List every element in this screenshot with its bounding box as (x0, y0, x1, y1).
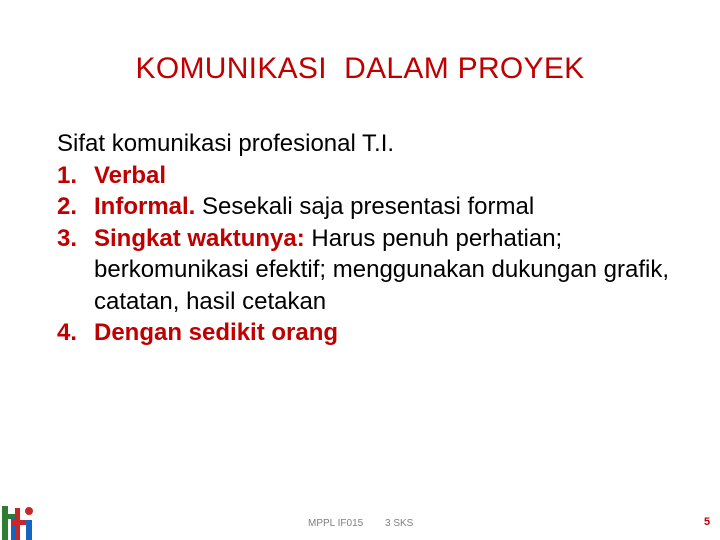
list-text: Sesekali saja presentasi formal (195, 193, 535, 220)
list-lead: Dengan sedikit orang (94, 319, 339, 346)
list-item (57, 223, 697, 318)
list-number: 2. (57, 193, 78, 220)
list-lead: Singkat waktunya: (94, 224, 305, 252)
list-number: 4. (57, 319, 78, 346)
footer-credits: 3 SKS (385, 518, 414, 529)
slide-body (57, 128, 697, 349)
list-number: 1. (57, 161, 78, 189)
intro-line: Sifat komunikasi profesional T.I. (57, 130, 395, 157)
list-item (57, 191, 697, 223)
list-lead: Verbal (94, 161, 167, 189)
list-text: Harus penuh perhatian; berkomunikasi efektif; menggunakan dukungan grafik, catatan, hasil cetakan (94, 224, 670, 315)
institution-logo-icon (2, 500, 34, 540)
list-item (57, 160, 697, 192)
slide-number: 5 (704, 516, 711, 528)
list-number: 3. (57, 224, 78, 252)
list-lead: Informal. (94, 193, 196, 220)
footer-course-code: MPPL IF015 (308, 518, 364, 529)
slide-title: KOMUNIKASI DALAM PROYEK (135, 52, 585, 85)
list-item (57, 317, 697, 349)
